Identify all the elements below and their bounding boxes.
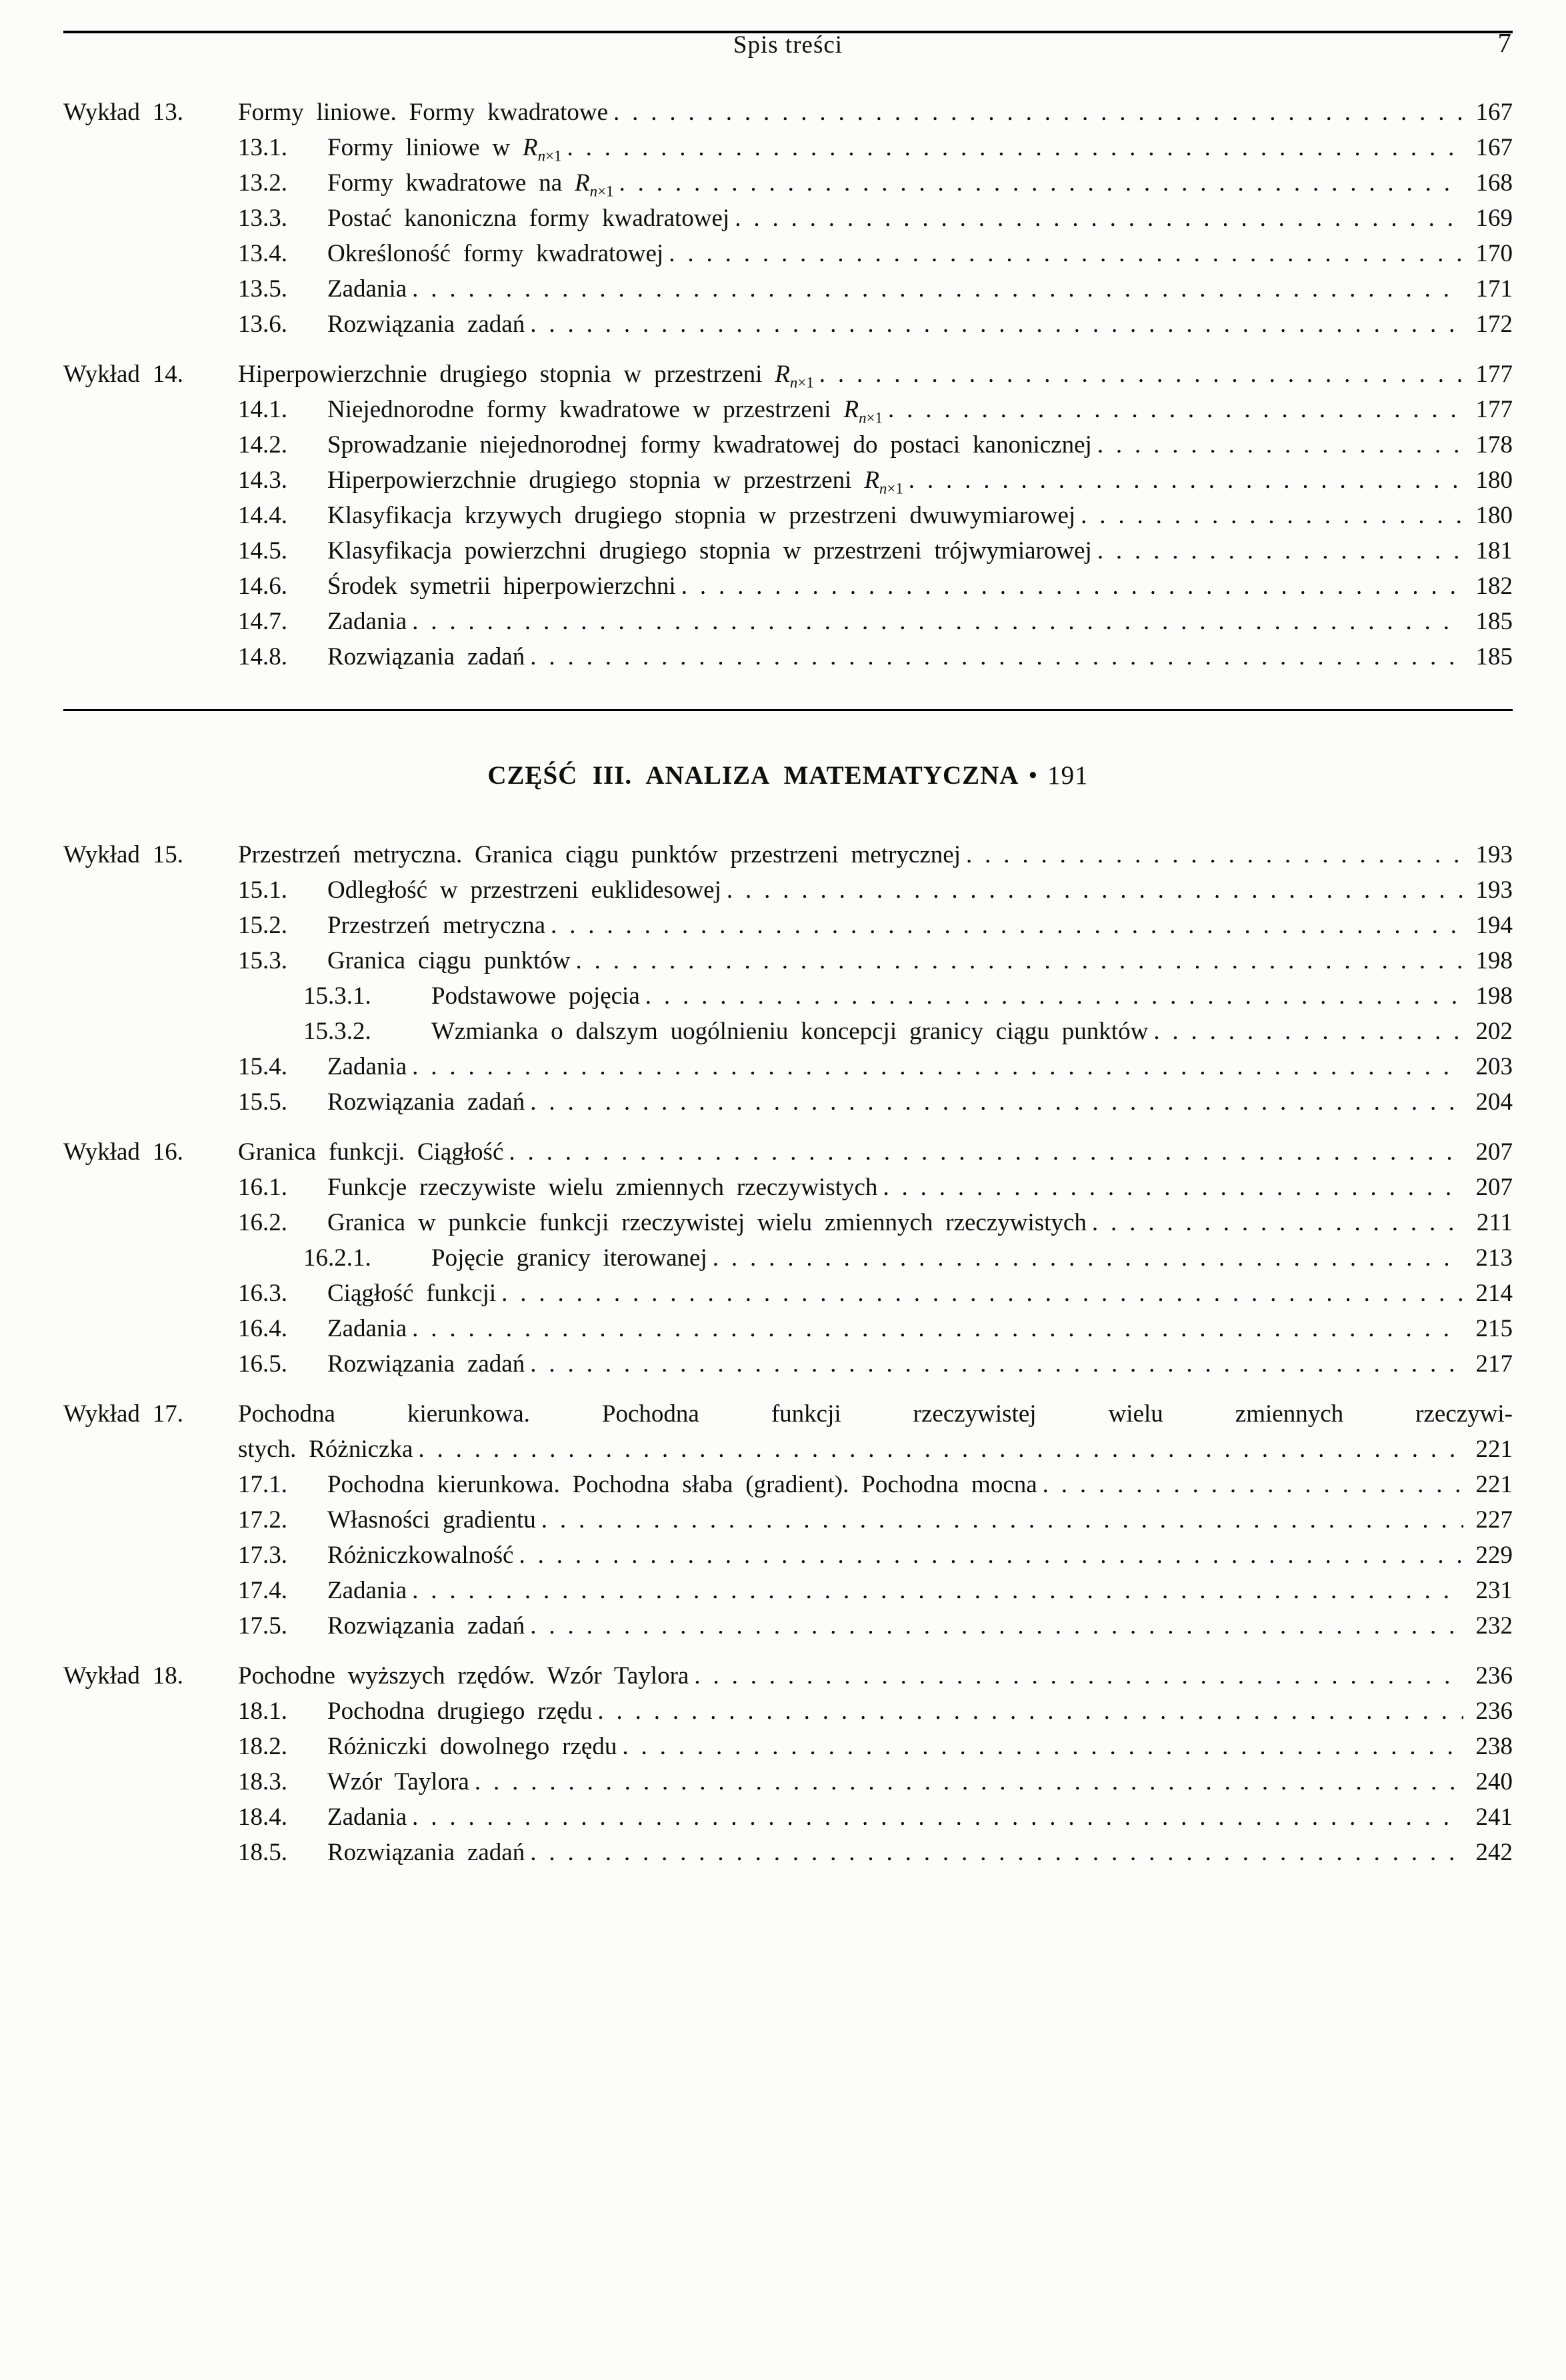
entry-title [327,1694,592,1729]
entry-title [327,533,1092,569]
toc-row [63,872,1513,908]
math-subscript: n [537,147,546,165]
entry-title [327,1608,525,1644]
entry-number: 16.2.1. [303,1244,371,1272]
toc-row [63,498,1513,533]
entry-number: Wykład 14. [63,361,184,388]
entry-title [327,908,545,943]
entry-title [327,1764,469,1799]
entry-number: 18.3. [238,1768,287,1795]
dot-leader [525,307,1463,342]
dot-leader [1092,427,1463,463]
entry-page-number: 185 [1475,608,1513,635]
entry-title [238,95,608,130]
entry-title [327,1084,525,1120]
toc-row [63,533,1513,569]
entry-title [327,1573,407,1608]
dot-leader [469,1764,1463,1799]
entry-title-text: Własności gradientu [327,1506,536,1534]
entry-title [327,1467,1037,1502]
toc-row [63,392,1513,427]
entry-page-number: 180 [1475,467,1513,494]
entry-title-text: Wzór Taylora [327,1768,469,1795]
toc-row [63,1538,1513,1573]
entry-title-text: Pochodne wyższych rzędów. Wzór Taylora [238,1662,689,1690]
toc-row [63,1276,1513,1311]
entry-title-text: Granica funkcji. Ciągłość [238,1138,504,1166]
dot-leader [496,1276,1463,1311]
toc-row [63,1729,1513,1764]
entry-page-number: 241 [1475,1803,1513,1831]
entry-number: 14.5. [238,537,287,565]
dot-leader [707,1240,1463,1276]
entry-title [327,498,1075,533]
math-subscript: ×1 [866,409,883,427]
entry-title [327,165,614,201]
toc-row [63,908,1513,943]
dot-leader [513,1538,1463,1573]
entry-number: 15.3.1. [303,982,371,1010]
entry-title-text: Rozwiązania zadań [327,311,525,338]
toc-row [63,1049,1513,1084]
dot-leader [883,392,1463,427]
math-subscript: n [879,480,887,497]
entry-page-number: 213 [1475,1244,1513,1272]
math-subscript: ×1 [797,374,814,391]
dot-leader [1037,1467,1463,1502]
entry-title [238,1658,689,1694]
entry-title-text: Pochodna kierunkowa. Pochodna słaba (gradient). Pochodna mocna [327,1471,1037,1498]
entry-page-number: 167 [1475,99,1513,126]
entry-number: 17.1. [238,1471,287,1498]
toc-row [63,639,1513,674]
entry-title [327,639,525,674]
entry-title [238,837,961,872]
entry-title [327,201,729,236]
entry-page-number: 214 [1475,1280,1513,1307]
toc-row [63,201,1513,236]
entry-title [327,1538,513,1573]
entry-title-text: Zadania [327,1053,407,1080]
toc-row [63,271,1513,307]
entry-title [431,978,640,1014]
entry-number: 18.1. [238,1698,287,1725]
entry-page-number: 242 [1475,1839,1513,1866]
entry-page-number: 168 [1475,169,1513,197]
toc-row [63,1658,1513,1694]
toc-row [63,1014,1513,1049]
entry-title [327,1346,525,1382]
entry-title-text: Ciągłość funkcji [327,1280,497,1307]
entry-number: 13.6. [238,311,287,338]
entry-page-number: 229 [1475,1542,1513,1569]
entry-number: 15.5. [238,1088,287,1116]
entry-number: 17.5. [238,1612,287,1640]
entry-number: 14.6. [238,573,287,600]
toc-row [63,463,1513,498]
entry-page-number: 177 [1475,361,1513,388]
entry-number: 15.2. [238,912,287,939]
entry-title-text: Zadania [327,608,407,635]
entry-number: 13.1. [238,134,287,161]
dot-leader [525,1084,1463,1120]
entry-title-text: Rozwiązania zadań [327,1612,525,1640]
entry-page-number: 240 [1475,1768,1513,1795]
toc-row [63,943,1513,978]
entry-title [238,1396,1513,1432]
entry-title-text: Środek symetrii hiperpowierzchni [327,573,676,600]
dot-leader [1075,498,1463,533]
entry-title-text: Sprowadzanie niejednorodnej formy kwadratowej do postaci kanonicznej [327,431,1092,459]
entry-title-text: R [575,169,590,197]
entry-title-text: Rozwiązania zadań [327,1088,525,1116]
toc-list [63,95,1513,1870]
toc-row [63,1205,1513,1240]
dot-leader [525,1835,1463,1870]
entry-page-number: 215 [1475,1315,1513,1342]
entry-number: 13.3. [238,205,287,232]
entry-title-text: Odległość w przestrzeni euklidesowej [327,876,721,904]
entry-number: 14.2. [238,431,287,459]
toc-row [63,236,1513,271]
entry-page-number: 238 [1475,1733,1513,1760]
toc-row [63,1346,1513,1382]
entry-page-number: 198 [1475,982,1513,1010]
dot-leader [525,1346,1463,1382]
entry-page-number: 202 [1475,1018,1513,1045]
toc-row [63,569,1513,604]
math-subscript: n [859,409,867,427]
entry-number: Wykład 13. [63,99,184,126]
entry-title-text: R [843,396,859,423]
entry-number: 17.3. [238,1542,287,1569]
entry-number: 16.5. [238,1350,287,1378]
entry-title [238,1134,503,1170]
entry-number: Wykład 18. [63,1662,184,1690]
entry-number: 16.4. [238,1315,287,1342]
entry-title-text: Zadania [327,1803,407,1831]
entry-page-number: 178 [1475,431,1513,459]
dot-leader [877,1170,1463,1205]
dot-leader [721,872,1463,908]
entry-title [431,1240,707,1276]
entry-title [327,236,663,271]
dot-leader [525,1608,1463,1644]
dot-leader [407,1573,1463,1608]
dot-leader [617,1729,1463,1764]
entry-page-number: 204 [1475,1088,1513,1116]
toc-row [63,1573,1513,1608]
entry-number: Wykład 15. [63,841,184,868]
toc-row [63,604,1513,639]
entry-title-text: Przestrzeń metryczna. Granica ciągu punktów przestrzeni metrycznej [238,841,961,868]
toc-row [63,1170,1513,1205]
entry-number: 15.1. [238,876,287,904]
entry-title-text: Pochodna drugiego rzędu [327,1698,593,1725]
entry-page-number: 185 [1475,643,1513,670]
math-subscript: ×1 [545,147,562,165]
entry-page-number: 227 [1475,1506,1513,1534]
dot-leader [689,1658,1463,1694]
entry-number: 14.1. [238,396,287,423]
entry-number: 13.2. [238,169,287,197]
toc-row [63,1084,1513,1120]
entry-page-number: 207 [1475,1174,1513,1201]
entry-title-text: Formy liniowe. Formy kwadratowe [238,99,609,126]
toc-row [63,1608,1513,1644]
dot-leader [407,1799,1463,1835]
toc-row [63,1835,1513,1870]
dot-leader [729,201,1463,236]
dot-leader [407,1311,1463,1346]
entry-page-number: 231 [1475,1577,1513,1604]
entry-number: 17.2. [238,1506,287,1534]
entry-title [327,1799,407,1835]
entry-title-text: Pochodna kierunkowa. Pochodna funkcji rzeczywistej wielu zmiennych rzeczywi- [238,1400,1513,1428]
dot-leader [413,1432,1463,1467]
entry-title-text: R [775,361,790,388]
toc-row [63,1694,1513,1729]
entry-title-text: Granica ciągu punktów [327,947,571,974]
entry-title-text: Przestrzeń metryczna [327,912,546,939]
entry-title [327,1170,877,1205]
entry-title-text: Rozwiązania zadań [327,1839,525,1866]
toc-row [63,978,1513,1014]
entry-page-number: 221 [1475,1436,1513,1463]
entry-title-text: Klasyfikacja powierzchni drugiego stopnia w przestrzeni trójwymiarowej [327,537,1092,565]
dot-leader [663,236,1463,271]
entry-title [327,1205,1087,1240]
dot-leader [1092,533,1463,569]
part-heading [63,758,1513,793]
entry-title [238,357,814,392]
entry-page-number: 181 [1475,537,1513,565]
toc-row [63,1432,1513,1467]
dot-leader [525,639,1463,674]
entry-page-number: 169 [1475,205,1513,232]
dot-leader [545,908,1463,943]
entry-number: 18.5. [238,1839,287,1866]
entry-title [327,872,721,908]
entry-title-text: Podstawowe pojęcia [431,982,640,1010]
toc-row [63,427,1513,463]
entry-page-number: 167 [1475,134,1513,161]
entry-number: 13.5. [238,275,287,303]
dot-leader [814,357,1463,392]
entry-number: 15.3. [238,947,287,974]
entry-title [327,1729,617,1764]
dot-leader [592,1694,1463,1729]
entry-number: 14.8. [238,643,287,670]
toc-row [63,307,1513,342]
entry-title-text: stych. Różniczka [238,1436,413,1463]
entry-page-number: 172 [1475,311,1513,338]
entry-number: 16.2. [238,1209,287,1236]
entry-page-number: 198 [1475,947,1513,974]
entry-title-text: Niejednorodne formy kwadratowe w przestrzeni [327,396,844,423]
toc-row [63,1502,1513,1538]
entry-page-number: 211 [1476,1209,1513,1236]
dot-leader [1148,1014,1463,1049]
entry-title [327,1276,496,1311]
entry-title-text: Hiperpowierzchnie drugiego stopnia w przestrzeni [238,361,775,388]
entry-page-number: 193 [1475,876,1513,904]
toc-row [63,1396,1513,1432]
entry-number: 16.3. [238,1280,287,1307]
entry-title [327,427,1092,463]
entry-page-number: 203 [1475,1053,1513,1080]
dot-leader [407,271,1463,307]
entry-number: 15.3.2. [303,1018,371,1045]
toc-row [63,837,1513,872]
dot-leader [608,95,1463,130]
entry-title-text: Różniczkowalność [327,1542,514,1569]
dot-leader [903,463,1463,498]
bullet-separator: • [1028,761,1039,790]
dot-leader [407,604,1463,639]
entry-page-number: 217 [1475,1350,1513,1378]
dot-leader [561,130,1463,165]
math-subscript: n [589,183,598,200]
dot-leader [407,1049,1463,1084]
entry-title [327,392,883,427]
entry-number: Wykład 16. [63,1138,184,1166]
entry-title-text: Zadania [327,1315,407,1342]
toc-row [63,1467,1513,1502]
entry-title-text: Postać kanoniczna formy kwadratowej [327,205,730,232]
toc-row [63,165,1513,201]
entry-title [327,604,407,639]
entry-title-text: Różniczki dowolnego rzędu [327,1733,617,1760]
toc-row [63,1134,1513,1170]
entry-number: 17.4. [238,1577,287,1604]
entry-page-number: 236 [1475,1698,1513,1725]
entry-title [327,271,407,307]
entry-number: 18.4. [238,1803,287,1831]
entry-page-number: 221 [1475,1471,1513,1498]
toc-row [63,1799,1513,1835]
entry-page-number: 170 [1475,240,1513,267]
dot-leader [961,837,1463,872]
entry-number: 14.7. [238,608,287,635]
page-header-number: 7 [1497,27,1511,58]
entry-title [327,1049,407,1084]
section-divider-rule [63,709,1513,711]
entry-number: 16.1. [238,1174,287,1201]
dot-leader [614,165,1463,201]
entry-title [327,943,570,978]
entry-number: 13.4. [238,240,287,267]
entry-page-number: 193 [1475,841,1513,868]
entry-page-number: 180 [1475,502,1513,529]
entry-page-number: 182 [1475,573,1513,600]
entry-number: 18.2. [238,1733,287,1760]
dot-leader [536,1502,1463,1538]
entry-number: Wykład 17. [63,1400,184,1428]
toc-row [63,95,1513,130]
entry-title [327,130,561,165]
entry-title [327,463,903,498]
entry-page-number: 207 [1475,1138,1513,1166]
math-subscript: ×1 [597,183,614,200]
page-header-title: Spis treści [733,31,843,59]
entry-title-text: Zadania [327,275,407,303]
dot-leader [503,1134,1463,1170]
entry-page-number: 236 [1475,1662,1513,1690]
entry-number: 14.4. [238,502,287,529]
entry-title-text: Pojęcie granicy iterowanej [431,1244,707,1272]
page-header [63,27,1513,68]
entry-title [431,1014,1148,1049]
entry-page-number: 232 [1475,1612,1513,1640]
entry-title [327,307,525,342]
entry-title-text: Zadania [327,1577,407,1604]
entry-title-text: R [864,467,879,494]
entry-title-text: Określoność formy kwadratowej [327,240,664,267]
entry-page-number: 171 [1475,275,1513,303]
part-heading-title: CZĘŚĆ III. ANALIZA MATEMATYCZNA [487,761,1019,790]
entry-title-text: R [523,134,538,161]
entry-number: 14.3. [238,467,287,494]
toc-row [63,357,1513,392]
entry-title [327,1502,536,1538]
part-heading-page-number: 191 [1047,761,1089,790]
math-subscript: n [789,374,798,391]
entry-title [327,1835,525,1870]
toc-row [63,130,1513,165]
dot-leader [1087,1205,1463,1240]
entry-title [327,569,676,604]
entry-title-text: Rozwiązania zadań [327,643,525,670]
entry-title-text: Klasyfikacja krzywych drugiego stopnia w przestrzeni dwuwymiarowej [327,502,1076,529]
toc-row [63,1311,1513,1346]
dot-leader [676,569,1463,604]
toc-row [63,1764,1513,1799]
toc-row [63,1240,1513,1276]
entry-title-text: Hiperpowierzchnie drugiego stopnia w przestrzeni [327,467,865,494]
entry-title-text: Rozwiązania zadań [327,1350,525,1378]
entry-title-text: Granica w punkcie funkcji rzeczywistej wielu zmiennych rzeczywistych [327,1209,1087,1236]
entry-page-number: 194 [1475,912,1513,939]
entry-number: 15.4. [238,1053,287,1080]
math-subscript: ×1 [887,480,903,497]
entry-title-text: Funkcje rzeczywiste wielu zmiennych rzeczywistych [327,1174,878,1201]
entry-title-text: Formy kwadratowe na [327,169,575,197]
entry-title-text: Formy liniowe w [327,134,523,161]
entry-title-text: Wzmianka o dalszym uogólnieniu koncepcji granicy ciągu punktów [431,1018,1149,1045]
dot-leader [570,943,1463,978]
entry-page-number: 177 [1475,396,1513,423]
dot-leader [640,978,1463,1014]
entry-title [238,1432,413,1467]
entry-title [327,1311,407,1346]
